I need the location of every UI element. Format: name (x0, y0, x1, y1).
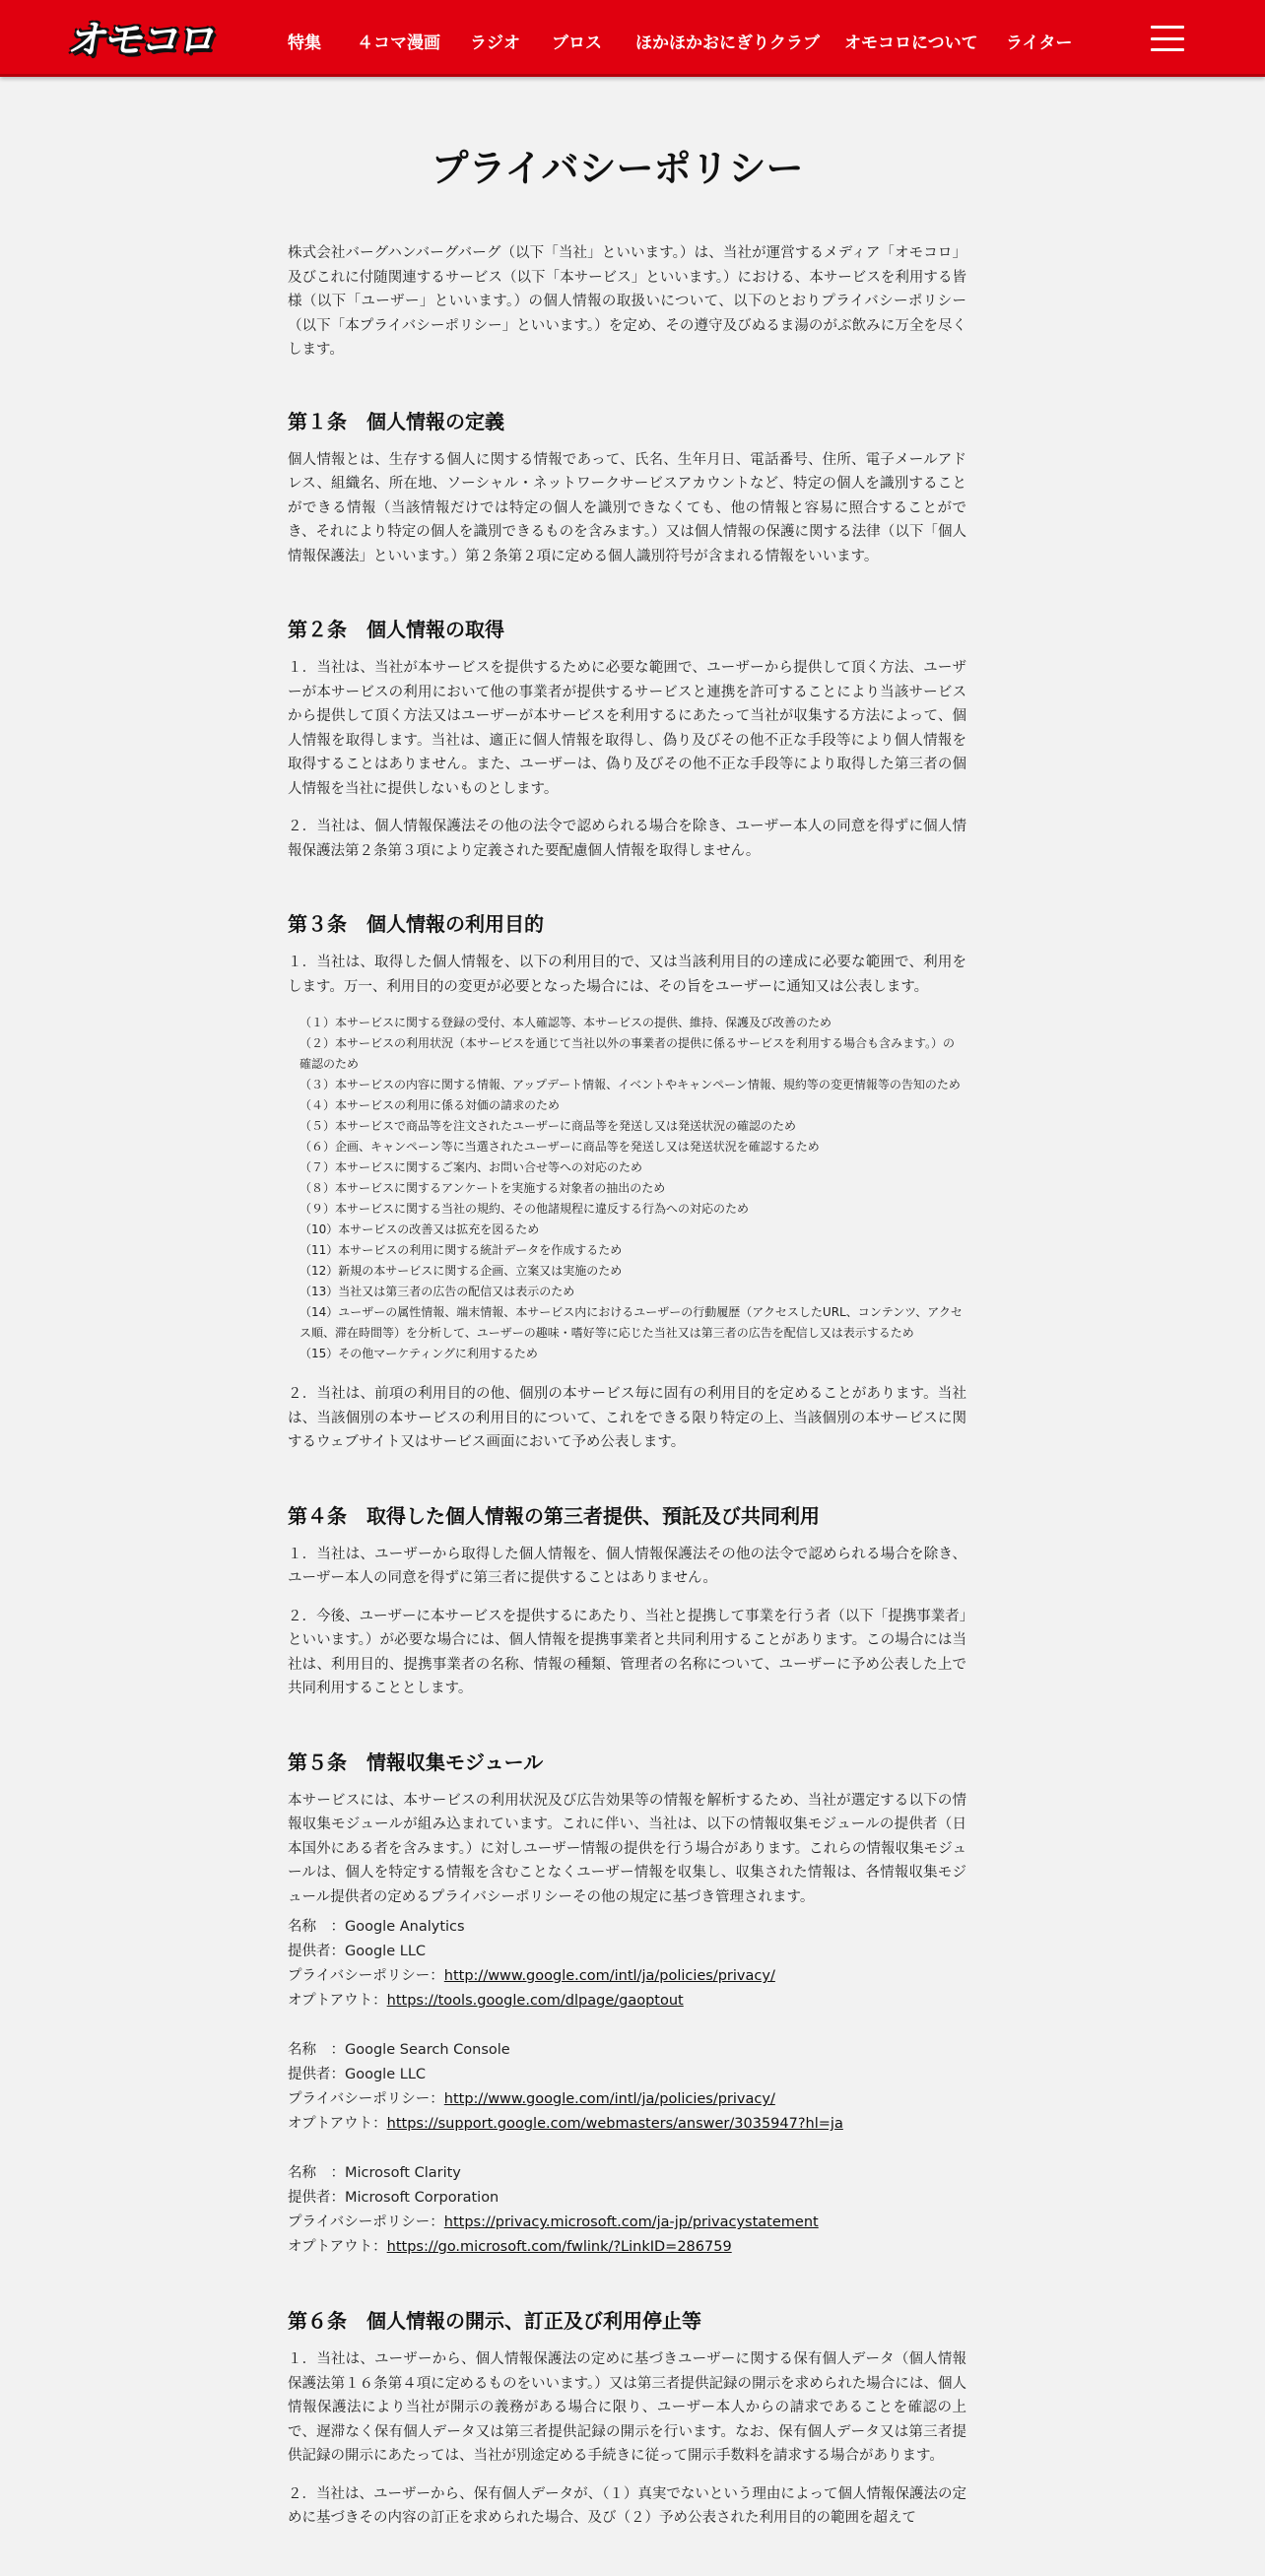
nav-item-about[interactable]: オモコロについて (844, 33, 978, 53)
site-logo-text: オモコロ (65, 17, 220, 63)
site-header (0, 0, 1265, 77)
nav-item-tokushu[interactable]: 特集 (288, 33, 321, 53)
article-3 (288, 908, 966, 1455)
module-provider-line: 提供者：Google LLC (288, 1944, 427, 1959)
article-1-paragraph: 個人情報とは、生存する個人に関する情報であって、氏名、生年月日、電話番号、住所、電子メールアドレス、組織名、所在地、ソーシャル・ネットワークサービスアカウントなど、特定の個人を識別することができる情報（当該情報だけでは特定の個人を識別できなくても、他の情報と容易に照合することができ、それにより特定の個人を識別できるものを含みます。）又は個人情報の保護に関する法律（以下「個人情報保護法」といいます。）第２条第２項に定める個人識別符号が含まれる情報をいいます。 (288, 451, 966, 564)
list-item: （９）本サービスに関する当社の規約、その他諸規程に違反する行為への対応のため (300, 1202, 750, 1216)
main-nav (0, 0, 1265, 77)
optout-link[interactable]: https://go.microsoft.com/fwlink/?LinkID=286759 (386, 2239, 732, 2255)
list-item: （11）本サービスの利用に関する統計データを作成するため (300, 1243, 623, 1257)
list-item: （10）本サービスの改善又は拡充を図るため (300, 1222, 540, 1236)
list-item: （６）企画、キャンペーン等に当選されたユーザーに商品等を発送し又は発送状況を確認するため (300, 1140, 820, 1154)
module-name: Google Search Console (345, 2042, 510, 2058)
purpose-list (300, 1013, 966, 1364)
privacy-policy-link[interactable]: http://www.google.com/intl/ja/policies/privacy/ (443, 2091, 775, 2107)
nav-item-radio[interactable]: ラジオ (470, 33, 520, 53)
article-6-paragraph-1: １．当社は、ユーザーから、個人情報保護法の定めに基づきユーザーに関する保有個人データ（個人情報保護法第１６条第４項に定めるものをいいます。）又は第三者提供記録の開示を求められた場合には、個人情報保護法により当社が開示の義務がある場合に限り、ユーザー本人からの請求であることを確認の上で、遅滞なく保有個人データ又は第三者提供記録の開示を行います。なお、保有個人データ又は第三者提供記録の開示にあたっては、当社が別途定める手続きに従って開示手数料を請求する場合があります。 (288, 2351, 966, 2464)
list-item: （３）本サービスの内容に関する情報、アップデート情報、イベントやキャンペーン情報、規約等の変更情報等の告知のため (300, 1078, 961, 1091)
article-2-paragraph-1: １．当社は、当社が本サービスを提供するために必要な範囲で、ユーザーから提供して頂く方法、ユーザーが本サービスの利用において他の事業者が提供するサービスと連携を許可することにより当該サービスから提供して頂く方法又はユーザーが本サービスを利用するにあたって当社が収集する方法によって、個人情報を取得します。当社は、適正に個人情報を取得し、偽り及びその他不正な手段等により個人情報を取得することはありません。また、ユーザーは、偽り及びその他不正な手段等により取得した第三者の個人情報を当社に提供しないものとします。 (288, 660, 966, 797)
main-content (288, 138, 966, 2576)
module-optout-line: オプトアウト：https://tools.google.com/dlpage/gaoptout (288, 1993, 684, 2009)
list-item: （14）ユーザーの属性情報、端末情報、本サービス内におけるユーザーの行動履歴（アクセスしたURL、コンテンツ、アクセス順、滞在時間等）を分析して、ユーザーの趣味・嗜好等に応じた当社又は第三者の広告を配信し又は表示するため (300, 1305, 963, 1340)
hamburger-menu-icon[interactable] (1151, 26, 1184, 51)
article-6-paragraph-2: ２．当社は、ユーザーから、保有個人データが、（１）真実でないという理由によって個人情報保護法の定めに基づきその内容の訂正を求められた場合、及び（２）予め公表された利用目的の範囲を超えて (288, 2485, 966, 2526)
module-name: Google Analytics (345, 1919, 465, 1935)
article-5 (288, 1747, 966, 2261)
nav-item-writers[interactable]: ライター (1006, 33, 1073, 53)
list-item: （８）本サービスに関するアンケートを実施する対象者の抽出のため (300, 1181, 666, 1195)
module-provider: Google LLC (345, 2067, 427, 2082)
article-6-title: 第６条 個人情報の開示、訂正及び利用停止等 (288, 2309, 701, 2333)
article-3-paragraph-2: ２．当社は、前項の利用目的の他、個別の本サービス毎に固有の利用目的を定めることがあります。当社は、当該個別の本サービスの利用目的について、これをできる限り特定の上、当該個別の本サービスに関するウェブサイト又はサービス画面において予め公表します。 (288, 1386, 966, 1450)
article-2 (288, 614, 966, 863)
module-name: Microsoft Clarity (345, 2165, 461, 2181)
list-item: （12）新規の本サービスに関する企画、立案又は実施のため (300, 1264, 623, 1278)
article-1 (288, 406, 966, 569)
article-6 (288, 2305, 966, 2531)
privacy-policy-link[interactable]: https://privacy.microsoft.com/ja-jp/privacystatement (443, 2214, 819, 2230)
module-optout-line: オプトアウト：https://support.google.com/webmasters/answer/3035947?hl=ja (288, 2116, 843, 2132)
module-block-microsoft-clarity (288, 2161, 966, 2260)
module-provider-line: 提供者：Microsoft Corporation (288, 2190, 499, 2206)
module-policy-line: プライバシーポリシー：http://www.google.com/intl/ja/policies/privacy/ (288, 1968, 775, 1984)
module-name-line: 名称 ：Google Analytics (288, 1919, 465, 1935)
nav-item-onigiri-club[interactable]: ほかほかおにぎりクラブ (635, 33, 820, 53)
article-4-paragraph-2: ２．今後、ユーザーに本サービスを提供するにあたり、当社と提携して事業を行う者（以下「提携事業者」といいます。）が必要な場合には、個人情報を提携事業者と共同利用することがあります。この場合には当社は、利用目的、提携事業者の名称、情報の種類、管理者の名称について、ユーザーに予め公表した上で共同利用することとします。 (288, 1608, 966, 1696)
nav-item-bros[interactable]: ブロス (552, 33, 602, 53)
privacy-policy-link[interactable]: http://www.google.com/intl/ja/policies/privacy/ (443, 1968, 775, 1984)
module-provider: Microsoft Corporation (345, 2190, 499, 2206)
module-policy-line: プライバシーポリシー：https://privacy.microsoft.com/ja-jp/privacystatement (288, 2214, 819, 2230)
article-3-paragraph-1: １．当社は、取得した個人情報を、以下の利用目的で、又は当該利用目的の達成に必要な範囲で、利用をします。万一、利用目的の変更が必要となった場合には、その旨をユーザーに通知又は公表します。 (288, 955, 966, 995)
article-4 (288, 1500, 966, 1701)
optout-link[interactable]: https://support.google.com/webmasters/answer/3035947?hl=ja (386, 2116, 843, 2132)
article-2-paragraph-2: ２．当社は、個人情報保護法その他の法令で認められる場合を除き、ユーザー本人の同意を得ずに個人情報保護法第２条第３項により定義された要配慮個人情報を取得しません。 (288, 819, 966, 859)
article-5-paragraph: 本サービスには、本サービスの利用状況及び広告効果等の情報を解析するため、当社が選定する以下の情報収集モジュールが組み込まれています。これに伴い、当社は、以下の情報収集モジュールの提供者（日本国外にある者を含みます。）に対しユーザー情報の提供を行う場合があります。これらの情報収集モジュールは、個人を特定する情報を含むことなくユーザー情報を収集し、収集された情報は、各情報収集モジュール提供者の定めるプライバシーポリシーその他の規定に基づき管理されます。 (288, 1792, 966, 1905)
module-name-line: 名称 ：Google Search Console (288, 2042, 510, 2058)
list-item: （５）本サービスで商品等を注文されたユーザーに商品等を発送し又は発送状況の確認のため (300, 1119, 797, 1133)
article-3-title: 第３条 個人情報の利用目的 (288, 912, 544, 936)
module-optout-line: オプトアウト：https://go.microsoft.com/fwlink/?LinkID=286759 (288, 2239, 732, 2255)
module-name-line: 名称 ：Microsoft Clarity (288, 2165, 461, 2181)
page-title: プライバシーポリシー (431, 147, 804, 190)
intro-paragraph: 株式会社バーグハンバーグバーグ（以下「当社」といいます。）は、当社が運営するメディア「オモコロ」及びこれに付随関連するサービス（以下「本サービス」といいます。）における、本サービスを利用する皆様（以下「ユーザー」といいます。）の個人情報の取扱いについて、以下のとおりプライバシーポリシー（以下「本プライバシーポリシー」といいます。）を定め、その遵守及びぬるま湯のがぶ飲みに万全を尽くします。 (288, 245, 966, 358)
list-item: （１）本サービスに関する登録の受付、本人確認等、本サービスの提供、維持、保護及び改善のため (300, 1016, 832, 1029)
list-item: （７）本サービスに関するご案内、お問い合せ等への対応のため (300, 1160, 643, 1174)
module-provider: Google LLC (345, 1944, 427, 1959)
article-4-paragraph-1: １．当社は、ユーザーから取得した個人情報を、個人情報保護法その他の法令で認められる場合を除き、ユーザー本人の同意を得ずに第三者に提供することはありません。 (288, 1546, 966, 1586)
article-4-title: 第４条 取得した個人情報の第三者提供、預託及び共同利用 (288, 1503, 820, 1528)
module-block-google-analytics (288, 1915, 966, 2014)
list-item: （15）その他マーケティングに利用するため (300, 1347, 538, 1360)
module-block-google-search-console (288, 2038, 966, 2137)
module-provider-line: 提供者：Google LLC (288, 2067, 427, 2082)
list-item: （13）当社又は第三者の広告の配信又は表示のため (300, 1285, 575, 1298)
article-5-title: 第５条 情報収集モジュール (288, 1750, 544, 1774)
article-1-title: 第１条 個人情報の定義 (288, 409, 504, 433)
article-2-title: 第２条 個人情報の取得 (288, 618, 504, 641)
nav-item-4koma[interactable]: ４コマ漫画 (357, 33, 440, 53)
module-policy-line: プライバシーポリシー：http://www.google.com/intl/ja/policies/privacy/ (288, 2091, 775, 2107)
optout-link[interactable]: https://tools.google.com/dlpage/gaoptout (386, 1993, 684, 2009)
list-item: （２）本サービスの利用状況（本サービスを通じて当社以外の事業者の提供に係るサービスを利用する場合も含みます。）の確認のため (300, 1036, 956, 1071)
list-item: （４）本サービスの利用に係る対価の請求のため (300, 1098, 561, 1112)
